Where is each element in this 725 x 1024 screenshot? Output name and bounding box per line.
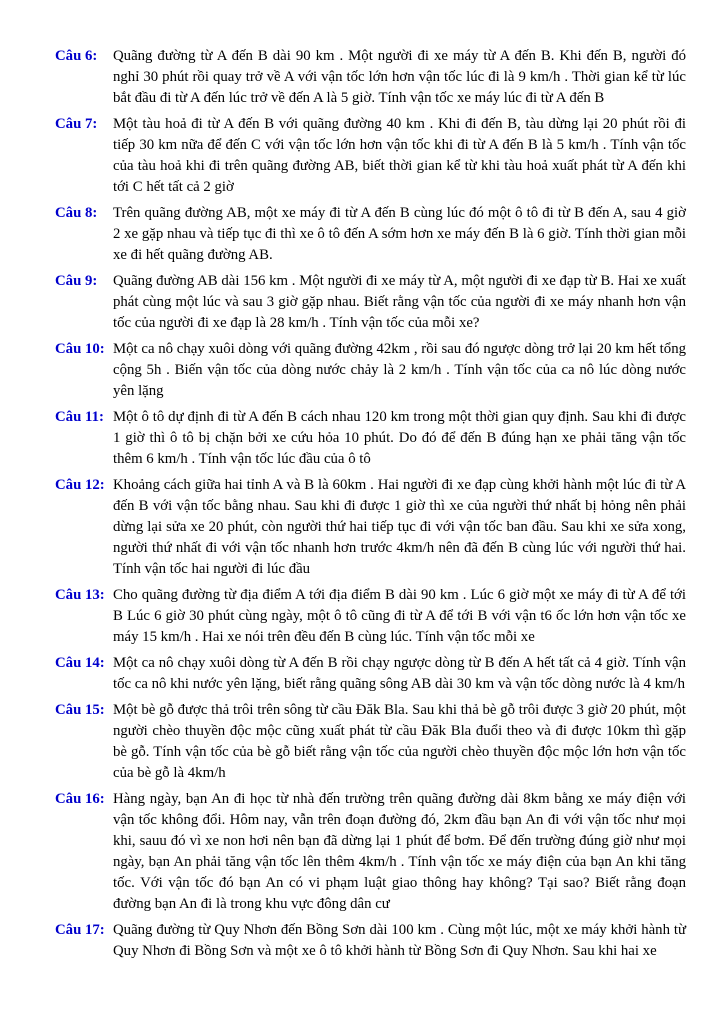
- question-label: Câu 6:: [55, 48, 98, 64]
- question-label: Câu 7:: [55, 116, 98, 132]
- question-text: Một ô tô dự định đi từ A đến B cách nhau 120 km trong một thời gian quy định. Sau khi đi được 1 giờ thì ô tô bị chặn bởi xe cứu hỏa 10 phút. Do đó để đến B đúng hạn xe phải tăng vận tốc thêm 6 km/h . Tính vận tốc lúc đầu của ô tô: [113, 409, 686, 467]
- question-label: Câu 13:: [55, 587, 105, 603]
- question-text: Một tàu hoả đi từ A đến B với quãng đường 40 km . Khi đi đến B, tàu dừng lại 20 phút rồi đi tiếp 30 km nữa để đến C với vận tốc lớn hơn vận tốc khi đi từ A đến B là 5 km/h . Tính vận tốc của tàu hoả khi đi trên quãng đường AB, biết thời gian kể từ khi tàu hoả xuất phát từ A đến khi tới C hết tất cả 2 giờ: [113, 116, 686, 195]
- question-11: [55, 407, 686, 470]
- question-14: [55, 653, 686, 695]
- question-text: Một ca nô chạy xuôi dòng với quãng đường 42km , rồi sau đó ngược dòng trở lại 20 km hết tổng cộng 5h . Biến vận tốc của dòng nước chảy là 2 km/h . Tính vận tốc của ca nô lúc dòng nước yên lặng: [113, 341, 686, 399]
- question-label: Câu 8:: [55, 205, 98, 221]
- question-text: Trên quãng đường AB, một xe máy đi từ A đến B cùng lúc đó một ô tô đi từ B đến A, sau 4 giờ 2 xe gặp nhau và tiếp tục đi thì xe ô tô đến A sớm hơn xe máy đến B là 6 giờ. Tính thời gian mỗi xe đi hết quãng đường AB.: [113, 205, 686, 263]
- question-text: Quãng đường từ A đến B dài 90 km . Một người đi xe máy từ A đến B. Khi đến B, người đó nghỉ 30 phút rồi quay trở về A với vận tốc lớn hơn vận tốc lúc đi là 9 km/h . Thời gian kể từ lúc bắt đầu đi từ A đến lúc trở về đến A là 5 giờ. Tính vận tốc xe máy lúc đi từ A đến B: [113, 48, 686, 106]
- question-label: Câu 14:: [55, 655, 105, 671]
- question-text: Cho quãng đường từ địa điểm A tới địa điểm B dài 90 km . Lúc 6 giờ một xe máy đi từ A để tới B Lúc 6 giờ 30 phút cùng ngày, một ô tô cũng đi từ A để tới B với vận t6 ốc lớn hơn vận tốc xe máy 15 km/h . Hai xe nói trên đều đến B cùng lúc. Tính vận tốc mỗi xe: [113, 587, 686, 645]
- question-7: [55, 114, 686, 198]
- question-label: Câu 15:: [55, 702, 105, 718]
- question-13: [55, 585, 686, 648]
- question-17: [55, 920, 686, 962]
- question-15: [55, 700, 686, 784]
- question-9: [55, 271, 686, 334]
- question-label: Câu 11:: [55, 409, 104, 425]
- question-text: Hàng ngày, bạn An đi học từ nhà đến trường trên quãng đường dài 8km bằng xe máy điện với vận tốc không đổi. Hôm nay, vẫn trên đoạn đường đó, 2km đầu bạn An đi với vận tốc như mọi khi, sauu đó vì xe non hơi nên bạn đã dừng lại 1 phút để bơm. Để đến trường đúng giờ như mọi ngày, bạn An phải tăng vận tốc lên thêm 4km/h . Tính vận tốc xe máy điện của bạn An khi tăng tốc. Với vận tốc đó bạn An có vi phạm luật giao thông hay không? Tại sao? Biết rằng đoạn đường bạn An đi là trong khu vực đông dân cư: [113, 791, 686, 912]
- question-10: [55, 339, 686, 402]
- question-label: Câu 10:: [55, 341, 105, 357]
- question-text: Quãng đường AB dài 156 km . Một người đi xe máy từ A, một người đi xe đạp từ B. Hai xe xuất phát cùng một lúc và sau 3 giờ gặp nhau. Biết rằng vận tốc của người đi xe máy nhanh hơn vận tốc của người đi xe đạp là 28 km/h . Tính vận tốc của mỗi xe?: [113, 273, 686, 331]
- question-text: Khoảng cách giữa hai tỉnh A và B là 60km . Hai người đi xe đạp cùng khởi hành một lúc đi từ A đến B với vận tốc bằng nhau. Sau khi đi được 1 giờ thì xe của người thứ nhất bị hỏng nên phải dừng lại sửa xe 20 phút, còn người thứ hai tiếp tục đi với vận tốc ban đầu. Sau khi xe sửa xong, người thứ nhất đi với vận tốc nhanh hơn trước 4km/h nên đã đến B cùng lúc với người thứ hai. Tính vận tốc hai người đi lúc đầu: [113, 477, 686, 577]
- question-text: Một bè gỗ được thả trôi trên sông từ cầu Đăk Bla. Sau khi thả bè gỗ trôi được 3 giờ 20 phút, một người chèo thuyền độc mộc cũng xuất phát từ cầu Đăk Bla đuổi theo và đi được 10km thì gặp bè gỗ. Tính vận tốc của bè gỗ biết rằng vận tốc của người chèo thuyền độc mộc lớn hơn vận tốc của bè gỗ là 4km/h: [113, 702, 686, 781]
- question-8: [55, 203, 686, 266]
- question-label: Câu 12:: [55, 477, 105, 493]
- question-text: Một ca nô chạy xuôi dòng từ A đến B rồi chạy ngược dòng từ B đến A hết tất cả 4 giờ. Tính vận tốc ca nô khi nước yên lặng, biết rằng quãng sông AB dài 30 km và vận tốc dòng nước là 4 km/h: [113, 655, 686, 692]
- question-12: [55, 475, 686, 580]
- question-text: Quãng đường từ Quy Nhơn đến Bồng Sơn dài 100 km . Cùng một lúc, một xe máy khởi hành từ Quy Nhơn đi Bồng Sơn và một xe ô tô khởi hành từ Bồng Sơn đi Quy Nhơn. Sau khi hai xe: [113, 922, 686, 959]
- question-16: [55, 789, 686, 915]
- question-label: Câu 17:: [55, 922, 105, 938]
- question-label: Câu 16:: [55, 791, 105, 807]
- question-label: Câu 9:: [55, 273, 98, 289]
- question-6: [55, 46, 686, 109]
